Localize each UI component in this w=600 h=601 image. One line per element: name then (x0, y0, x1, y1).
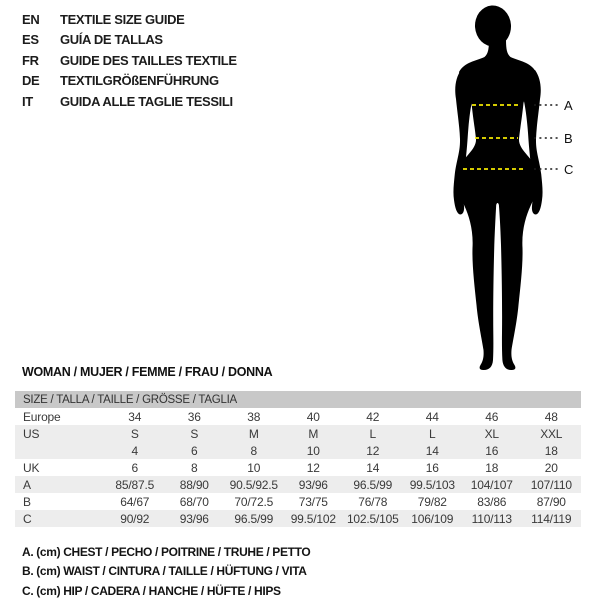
size-cell: 90.5/92.5 (229, 477, 278, 492)
row-label: UK (23, 460, 40, 475)
table-row (15, 459, 581, 476)
measurement-legend (22, 543, 310, 601)
size-cell: 16 (485, 443, 499, 458)
size-cell: 16 (425, 460, 439, 475)
size-cell: 90/92 (120, 511, 150, 526)
size-cell: 12 (306, 460, 320, 475)
size-cell: 110/113 (471, 511, 512, 526)
size-cell: 104/107 (470, 477, 513, 492)
size-cell: 73/75 (298, 494, 328, 509)
row-label: A (23, 477, 31, 492)
size-table-header-text: SIZE / TALLA / TAILLE / GRÖSSE / TAGLIA (23, 393, 237, 406)
size-cell: M (248, 426, 259, 441)
lang-code: EN (22, 12, 40, 27)
row-label: B (23, 494, 31, 509)
size-cell: 102.5/105 (346, 511, 399, 526)
row-label: C (23, 511, 32, 526)
size-cell: 107/110 (530, 477, 572, 492)
size-cell: 6 (131, 460, 138, 475)
row-label (15, 442, 105, 459)
size-cell: 34 (128, 409, 142, 424)
legend-chest: A. (cm) CHEST / PECHO / POITRINE / TRUHE / PETTO (22, 545, 311, 559)
size-cell: 99.5/102 (290, 511, 336, 526)
size-cell: L (369, 426, 376, 441)
hip-label: C (564, 162, 574, 177)
size-cell: 38 (247, 409, 261, 424)
size-cell: XL (484, 426, 499, 441)
size-cell: 70/72.5 (234, 494, 274, 509)
size-cell: 88/90 (179, 477, 209, 492)
size-cell: 18 (485, 460, 499, 475)
size-cell: 114/119 (531, 511, 572, 526)
size-cell: 8 (250, 443, 257, 458)
size-cell: XXL (540, 426, 563, 441)
size-cell: 42 (366, 409, 380, 424)
lang-row-es (22, 30, 237, 50)
size-cell: 44 (425, 409, 439, 424)
legend-waist: B. (cm) WAIST / CINTURA / TAILLE / HÜFTUNG / VITA (22, 564, 307, 579)
lang-row-fr (22, 51, 237, 71)
size-cell: 96.5/99 (234, 511, 274, 526)
lang-row-it (22, 92, 237, 112)
size-cell: 14 (366, 460, 380, 475)
table-row (15, 442, 581, 459)
size-cell: 99.5/103 (409, 477, 455, 492)
size-cell: 4 (131, 443, 138, 458)
size-cell: 93/96 (298, 477, 328, 492)
lang-code: ES (22, 32, 39, 48)
size-table-area (15, 391, 581, 527)
row-label: US (23, 426, 40, 441)
size-cell: 68/70 (179, 494, 209, 509)
size-cell: 36 (187, 409, 201, 424)
lang-row-en (22, 10, 237, 30)
woman-silhouette-figure (448, 2, 600, 372)
size-cell: 18 (544, 443, 558, 458)
size-cell: 12 (366, 443, 380, 458)
waist-label: B (564, 131, 573, 146)
size-cell: 106/109 (411, 511, 454, 526)
size-cell: S (130, 426, 139, 441)
table-row (15, 408, 581, 425)
size-cell: L (429, 426, 436, 441)
size-cell: 64/67 (120, 494, 150, 509)
size-cell: S (190, 426, 199, 441)
lang-title: GUIDE DES TAILLES TEXTILE (60, 52, 237, 68)
row-label: Europe (23, 409, 61, 424)
lang-title: GUÍA DE TALLAS (60, 32, 163, 48)
size-cell: 87/90 (536, 494, 566, 509)
size-table-body (15, 408, 581, 527)
size-cell: 76/78 (358, 494, 388, 509)
size-cell: 85/87.5 (115, 477, 155, 492)
chest-label: A (564, 98, 573, 113)
size-cell: 8 (191, 460, 198, 475)
table-row (15, 425, 581, 442)
size-cell: 83/86 (477, 494, 507, 509)
size-table (15, 408, 581, 527)
table-row (15, 510, 581, 527)
size-cell: M (308, 426, 319, 441)
table-row (15, 476, 581, 493)
lang-code: DE (22, 73, 40, 89)
size-cell: 48 (544, 409, 558, 424)
lang-row-de (22, 71, 237, 91)
size-cell: 79/82 (417, 494, 447, 509)
size-cell: 96.5/99 (353, 477, 393, 492)
size-cell: 10 (247, 460, 261, 475)
lang-code: FR (22, 52, 39, 68)
language-title-block (22, 10, 237, 112)
lang-title: TEXTILE SIZE GUIDE (60, 12, 185, 27)
lang-code: IT (22, 93, 33, 109)
size-cell: 14 (425, 443, 439, 458)
lang-title: TEXTILGRÖßENFÜHRUNG (60, 73, 219, 89)
size-cell: 93/96 (179, 511, 209, 526)
size-cell: 46 (485, 409, 499, 424)
legend-hip: C. (cm) HIP / CADERA / HANCHE / HÜFTE / HIPS (22, 583, 281, 598)
size-cell: 10 (306, 443, 320, 458)
lang-title: GUIDA ALLE TAGLIE TESSILI (60, 93, 233, 109)
table-row (15, 493, 581, 510)
size-cell: 6 (191, 443, 198, 458)
size-table-header-bar (15, 391, 581, 408)
size-cell: 20 (544, 460, 558, 475)
size-cell: 40 (306, 409, 320, 424)
woman-section-heading: WOMAN / MUJER / FEMME / FRAU / DONNA (22, 365, 273, 379)
